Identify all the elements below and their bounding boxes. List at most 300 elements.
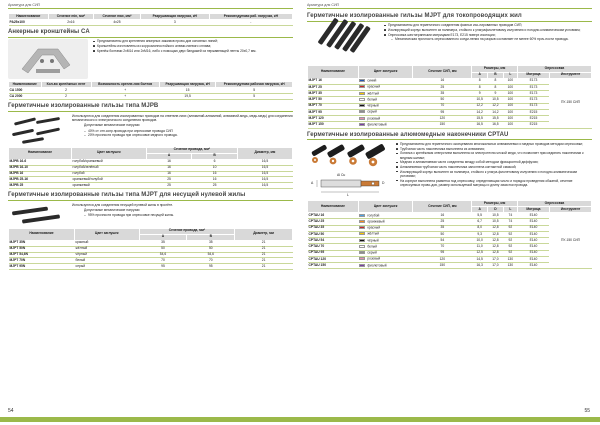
table-subheader: D — [488, 207, 504, 213]
color-swatch — [359, 232, 365, 235]
table-header: Размеры, мм — [472, 66, 518, 72]
table-cell: MJPT 95N — [9, 264, 75, 270]
table-cell: 9 — [472, 91, 488, 97]
table-cell: оранжевый — [358, 219, 413, 225]
table-cell: 14,2 — [472, 109, 488, 115]
table-cell: 54,6 — [187, 252, 235, 258]
table-header: Цвет заглушек — [75, 228, 140, 240]
table-cell: голубой — [358, 213, 413, 219]
tool-cell: ПУ-150 СИП — [549, 78, 591, 128]
color-swatch — [359, 85, 365, 88]
table-cell: CPTAU 16 — [308, 213, 359, 219]
table-cell: E140 — [517, 250, 549, 256]
table-cell: 12,8 — [488, 250, 504, 256]
table-cell: оранжевый — [71, 183, 146, 189]
table-header: Наименование — [9, 14, 49, 20]
color-swatch — [359, 104, 365, 107]
table-cell: 92 — [503, 225, 517, 231]
lugs-image — [307, 142, 391, 172]
bullet-item: Изолирующий корпус выполнен из полимера, стойкого к ультра-фиолетовому излучению и погодно-климатическим условиям; — [395, 170, 592, 179]
color-swatch — [359, 117, 365, 120]
bullet-item: Опрессовка шестигранными матрицами Е173, Е215 поверх изоляции; — [383, 33, 592, 37]
table-cell: 130 — [503, 263, 517, 269]
table-cell: E173 — [517, 103, 549, 109]
color-swatch — [359, 239, 365, 242]
table-cell: белый — [358, 97, 413, 103]
table-cell: E173 — [517, 97, 549, 103]
table-cell: 16,5 — [237, 165, 292, 171]
table-cell: жёлтый — [75, 246, 140, 252]
mjpt-bear-title: Герметичные изолированные гильзы типа MJPT для несущей нулевой жилы — [8, 192, 246, 199]
bullet-item: – Механическая прочность опрессованного соеди-нения на разрыв составляет не менее 60% проч-ности провода. — [391, 37, 592, 41]
mjpb-table — [8, 147, 293, 190]
table-header: Сечение провода, мм² — [146, 147, 237, 153]
table-cell: белый — [75, 258, 140, 264]
table-cell: MJPT 70N — [9, 258, 75, 264]
color-swatch — [359, 257, 365, 260]
table-header: Сечение min, мм² — [48, 14, 94, 20]
table-cell: MJPB 25-16 — [9, 177, 72, 183]
table-cell: MJPT 16 — [308, 78, 359, 84]
table-cell: 12,8 — [488, 225, 504, 231]
table-cell: 14,2 — [488, 109, 504, 115]
page-number: 54 — [8, 408, 14, 415]
bullet-item: Предназначены для герметичного соединения фазных изо-лированных проводов СИП; — [383, 23, 592, 27]
bullet-item: Предназначены для крепления анкерных зажимов прово-дов основных линий; — [92, 39, 293, 43]
table-cell: CPTAU 95 — [308, 250, 359, 256]
diagram-label-l: L — [347, 193, 349, 198]
table-cell: 10,5 — [488, 213, 504, 219]
table-cell: 16,5 — [237, 183, 292, 189]
table-cell: 70 — [413, 244, 472, 250]
mjpt-sub-bullets — [391, 37, 592, 41]
table-cell: 5 — [216, 88, 293, 94]
table-cell: CPTAU 120 — [308, 256, 359, 262]
table-cell: белый — [358, 244, 413, 250]
table-cell: 2x16 — [48, 20, 94, 26]
anchor-title: Анкерные кронштейны СА — [8, 28, 90, 35]
table-header: Сечение провода, мм² — [139, 228, 235, 234]
table-cell: 16,5 — [472, 122, 488, 128]
table-cell: оранжевый/голубой — [71, 177, 146, 183]
table-cell: серый — [358, 250, 413, 256]
table-cell: 15,5 — [488, 116, 504, 122]
table-cell: чёрный — [358, 103, 413, 109]
color-swatch — [359, 110, 365, 113]
table-cell: 100 — [503, 103, 517, 109]
table-header: Диаметр, мм — [237, 147, 292, 159]
table-cell: 17,0 — [488, 256, 504, 262]
table-cell: красный — [358, 225, 413, 231]
table-cell: MJPT 95 — [308, 109, 359, 115]
cpta-table — [307, 200, 592, 269]
mjpt-bear-text: Используются для соединения несущей нулевой жилы в пролёте. — [72, 202, 174, 207]
table-cell: 100 — [503, 116, 517, 122]
table-cell: 16 — [413, 78, 472, 84]
table-cell: 8 — [472, 84, 488, 90]
cpta-title: Герметичные изолированные алюмомедные наконечники CPTAU — [307, 131, 509, 138]
table-cell: + — [91, 94, 159, 100]
table-subheader: A — [472, 207, 488, 213]
table-cell: 11,0 — [472, 244, 488, 250]
table-cell: 25 — [192, 183, 238, 189]
table-cell: 10,5 — [488, 97, 504, 103]
table-cell: 12,8 — [488, 238, 504, 244]
table-cell: 21 — [235, 246, 293, 252]
table-cell: 15 — [159, 88, 216, 94]
table-header: Цвет заглушек — [358, 201, 413, 213]
table-cell: 10,0 — [472, 238, 488, 244]
table-cell: E215 — [517, 109, 549, 115]
table-subheader: Инструмент — [549, 207, 591, 213]
table-cell: 4x25 — [94, 20, 141, 26]
table-cell: CA 1500 — [9, 88, 42, 94]
color-swatch — [359, 92, 365, 95]
color-swatch — [359, 123, 365, 126]
table-header: Цвет заглушек — [358, 66, 413, 78]
table-cell: 6 — [192, 159, 238, 165]
table-cell: 16,5 — [237, 159, 292, 165]
right-page — [300, 0, 600, 425]
table-cell: 25 — [413, 84, 472, 90]
table-header: Наименование — [308, 201, 359, 213]
mjpt-bear-loads-title: Допустимые механические нагрузки: — [84, 207, 141, 212]
table-row — [9, 183, 293, 189]
table-cell: 8,0 — [472, 225, 488, 231]
table-cell: серый — [75, 264, 140, 270]
table-subheader: B — [488, 72, 504, 78]
table-cell: 10,5 — [472, 97, 488, 103]
table-cell: MJPT 35 — [308, 91, 359, 97]
table-cell: красный — [75, 240, 140, 246]
table-subheader: L — [503, 207, 517, 213]
table-cell: 25 — [146, 183, 192, 189]
table-cell: 16,3 — [472, 263, 488, 269]
table-cell: - — [209, 20, 292, 26]
table-cell: 100 — [503, 84, 517, 90]
table-cell: MJPB 25 — [9, 183, 72, 189]
table-cell: MJPT 54,6N — [9, 252, 75, 258]
bullet-item: Предназначены для герметичного оконцевания многожильных алюминиевых и медных проводов методом опрессовки; — [395, 142, 592, 146]
table-cell: 95 — [413, 250, 472, 256]
table-subheader: Матрица — [517, 207, 549, 213]
table-cell: CPTAU 54 — [308, 238, 359, 244]
bullet-item: Изолирующий корпус выполнен из полимера, стойкого к ультрафиолетовому излучению и погодно-климатическим условиям; — [383, 28, 592, 32]
table-cell: + — [91, 88, 159, 94]
table-cell: 35 — [139, 240, 187, 246]
page-number: 55 — [584, 408, 590, 415]
table-header: Размеры, мм — [472, 201, 518, 207]
table-cell: 120 — [413, 256, 472, 262]
table-cell: 130 — [503, 256, 517, 262]
color-swatch — [359, 98, 365, 101]
table-cell: CPTAU 25 — [308, 219, 359, 225]
table-cell: 54 — [413, 238, 472, 244]
table-subheader: B — [187, 234, 235, 240]
bracket-image — [8, 39, 88, 79]
table-cell: MJPT 35N — [9, 240, 75, 246]
color-swatch — [359, 251, 365, 254]
bullet-item: – 20% прочности провода при опрессовке медного провода. — [84, 133, 293, 137]
running-head: Арматура для СИП — [8, 3, 293, 9]
table-cell: E140 — [517, 213, 549, 219]
table-cell: 16 — [146, 159, 192, 165]
mjpt-title: Герметичные изолированные гильзы MJPT для токопроводящих жил — [307, 13, 522, 19]
table-header: Диаметр, мм — [235, 228, 293, 240]
table-cell: 16 — [192, 171, 238, 177]
table-cell: 95 — [413, 109, 472, 115]
mjpt-bullets — [383, 23, 592, 37]
table-cell: 10,5 — [488, 219, 504, 225]
table-row — [9, 20, 293, 26]
bullet-item: Лопатка с крепёжным отверстием выполнена из электротехни-ческой меди, что позволяет присоединять наконечники к медным шинам; — [395, 151, 592, 160]
anchor-bullets — [92, 39, 293, 79]
table-subheader: A — [472, 72, 488, 78]
table-cell: чёрный — [358, 238, 413, 244]
table-cell: 25 — [146, 177, 192, 183]
bullet-item: – 95% прочности провода при опрессовке несущей жилы. — [84, 213, 293, 217]
table-cell: 16,5 — [488, 122, 504, 128]
table-cell: E173 — [517, 91, 549, 97]
table-header: Возможность крепле-ния болтов — [91, 82, 159, 88]
table-subheader: L — [503, 72, 517, 78]
table-cell: жёлтый — [358, 231, 413, 237]
mjpt-table — [307, 65, 592, 128]
table-header: Наименование — [9, 228, 75, 240]
mjpt-bear-loads — [84, 213, 293, 217]
table-header: Опрессовка — [517, 66, 591, 72]
top-table — [8, 13, 293, 26]
table-cell: 19,5 — [159, 94, 216, 100]
table-cell: 16 — [192, 177, 238, 183]
table-cell: 21 — [235, 240, 293, 246]
color-swatch — [359, 264, 365, 267]
color-swatch — [359, 220, 365, 223]
table-cell: 9 — [488, 91, 504, 97]
table-header: Наименование — [9, 147, 72, 159]
table-cell: 21 — [235, 258, 293, 264]
table-cell: 50 — [139, 246, 187, 252]
table-cell: 50 — [413, 231, 472, 237]
mjpb-title: Герметичные изолированные гильзы типа MJPB — [8, 103, 159, 110]
mjpb-loads — [84, 129, 293, 138]
footer-bar — [0, 417, 300, 422]
table-cell: 12,8 — [488, 231, 504, 237]
mjpt-sleeves-image — [307, 23, 379, 63]
table-cell: 21 — [235, 252, 293, 258]
table-cell: 70 — [413, 103, 472, 109]
table-cell: 100 — [503, 91, 517, 97]
table-cell: голубой/оранжевый — [71, 159, 146, 165]
table-header: Наименование — [9, 82, 42, 88]
table-header: Разрушающая нагрузка, кН — [159, 82, 216, 88]
table-cell: CA 2000 — [9, 94, 42, 100]
table-cell: 5 — [216, 94, 293, 100]
table-row — [9, 94, 293, 100]
table-cell: 50 — [413, 97, 472, 103]
table-cell: 2 — [41, 94, 91, 100]
table-cell: MJPT 70 — [308, 103, 359, 109]
table-subheader: A — [139, 234, 187, 240]
table-cell: 92 — [503, 231, 517, 237]
table-cell: 92 — [503, 238, 517, 244]
table-row — [308, 263, 592, 269]
table-cell: 3 — [140, 20, 209, 26]
table-cell: 54,6 — [139, 252, 187, 258]
table-cell: MJPB 16-10 — [9, 165, 72, 171]
table-cell: 15,5 — [472, 116, 488, 122]
table-cell: 95 — [187, 264, 235, 270]
color-swatch — [359, 214, 365, 217]
table-cell: красный — [358, 84, 413, 90]
table-cell: CPTAU 150 — [308, 263, 359, 269]
table-cell: 12,5 — [472, 250, 488, 256]
table-subheader: Инструмент — [549, 72, 591, 78]
table-cell: E140 — [517, 219, 549, 225]
table-cell: MJPB 16-6 — [9, 159, 72, 165]
table-cell: 100 — [503, 78, 517, 84]
table-cell: 50 — [187, 246, 235, 252]
table-cell: 35 — [413, 225, 472, 231]
table-header: Сечение СИП, мм — [413, 201, 472, 213]
table-cell: 12,8 — [488, 244, 504, 250]
table-header: Наименование — [308, 66, 359, 78]
table-header: Сечение max, мм² — [94, 14, 141, 20]
table-cell: розовый — [358, 256, 413, 262]
mjpb-text: Используются для соединения изолированных проводов на ответвле-ниях (алюминий-алюминий, алюминий-медь, медь-медь) для соединения механического и электрического соединения проводов. — [72, 113, 293, 122]
table-cell: 12,2 — [472, 103, 488, 109]
table-cell: E140 — [517, 225, 549, 231]
table-cell: PA25x100 — [9, 20, 49, 26]
mjpt-bear-image — [8, 203, 68, 227]
table-cell: синий — [358, 78, 413, 84]
table-cell: E215 — [517, 116, 549, 122]
bullet-item: Трубчатая часть наконечника выполнена из алюминия; — [395, 147, 592, 151]
table-cell: 92 — [503, 250, 517, 256]
table-cell: голубой — [71, 171, 146, 177]
table-cell: E140 — [517, 231, 549, 237]
table-cell: чёрный — [75, 252, 140, 258]
table-cell: 2 — [41, 88, 91, 94]
table-cell: 14,5 — [472, 256, 488, 262]
table-header: Рекомендуемая рабочая нагрузка, кН — [216, 82, 293, 88]
color-swatch — [359, 79, 365, 82]
table-cell: 74 — [503, 219, 517, 225]
diagram-label-d: D — [382, 181, 385, 186]
cpta-bullets — [395, 142, 592, 198]
mjpt-bear-table — [8, 228, 293, 271]
table-cell: 6,7 — [472, 219, 488, 225]
table-cell: E140 — [517, 256, 549, 262]
table-header: Цвет заглушек — [71, 147, 146, 159]
table-cell: 8 — [488, 84, 504, 90]
table-cell: 10 — [192, 165, 238, 171]
table-cell: 25 — [413, 219, 472, 225]
table-header: Опрессовка — [517, 201, 591, 207]
table-cell: 17,0 — [488, 263, 504, 269]
table-row — [308, 122, 592, 128]
color-swatch — [359, 245, 365, 248]
table-cell: CPTAU 35 — [308, 225, 359, 231]
table-cell: 8 — [472, 78, 488, 84]
table-cell: E140 — [517, 238, 549, 244]
table-header: Кол-во крепёжных лент — [41, 82, 91, 88]
table-cell: 100 — [503, 122, 517, 128]
table-cell: 70 — [187, 258, 235, 264]
table-cell: 16,5 — [237, 177, 292, 183]
table-cell: 100 — [503, 109, 517, 115]
table-cell: 120 — [413, 116, 472, 122]
table-cell: голубой/зелёный — [71, 165, 146, 171]
mjpb-loads-title: Допустимые механические нагрузки: — [84, 123, 141, 128]
table-cell: фиолетовый — [358, 263, 413, 269]
table-cell: 95 — [139, 264, 187, 270]
table-cell: 12,2 — [488, 103, 504, 109]
table-header: Рекомендуемая раб. нагрузка, кН — [209, 14, 292, 20]
table-cell: MJPT 50 — [308, 97, 359, 103]
bullet-item: Медная и алюминиевая части соединены между собой методом фрикционной диффузии; — [395, 160, 592, 164]
footer-bar — [300, 417, 600, 422]
bullet-item: – 40% от отн.сопр.провода при опрессовке провода СИП — [84, 129, 293, 133]
table-cell: 16 — [146, 171, 192, 177]
table-cell: E173 — [517, 84, 549, 90]
table-cell: MJPT 50N — [9, 246, 75, 252]
table-subheader: Матрица — [517, 72, 549, 78]
table-cell: MJPT 25 — [308, 84, 359, 90]
table-cell: E173 — [517, 78, 549, 84]
anchor-table — [8, 81, 293, 100]
lug-diagram — [307, 172, 391, 198]
table-cell: 21 — [235, 264, 293, 270]
table-cell: 150 — [413, 122, 472, 128]
table-cell: 74 — [503, 213, 517, 219]
table-cell: 16 — [413, 213, 472, 219]
tool-cell: ПУ-150 СИП — [549, 213, 591, 269]
table-subheader: A — [146, 153, 192, 159]
running-head: Арматура для СИП — [307, 3, 592, 9]
table-cell: 35 — [413, 91, 472, 97]
table-cell: 70 — [139, 258, 187, 264]
table-cell: 100 — [503, 97, 517, 103]
bullet-item: Крепёж болтами 2хМ14 или 2хМ16, либо с помощью двух бандажей из нержавеющей ленты 20х0,7 мм. — [92, 49, 293, 53]
table-cell: 150 — [413, 263, 472, 269]
table-subheader: B — [192, 153, 238, 159]
mjpb-sleeves-image — [8, 114, 68, 146]
bullet-item: На корпусе выполнена разметка под опрессовку, определяющая число и порядок проведения обжатий, сечение опрессуемых прово-дов, размер используемой матрицы и длину зачистки провода. — [395, 179, 592, 188]
table-cell: жёлтый — [358, 91, 413, 97]
table-cell: 5,5 — [472, 213, 488, 219]
color-swatch — [359, 226, 365, 229]
table-cell: CPTAU 70 — [308, 244, 359, 250]
table-cell: E215 — [517, 122, 549, 128]
table-cell: E140 — [517, 263, 549, 269]
bullet-item: Алюминиевая трубчатая часть наконечника заполнена контактной смазкой; — [395, 165, 592, 169]
table-cell: 9,3 — [472, 231, 488, 237]
table-row — [9, 264, 293, 270]
table-cell: розовый — [358, 116, 413, 122]
diagram-label-a: A — [311, 181, 314, 186]
table-cell: E140 — [517, 244, 549, 250]
table-cell: серый — [358, 109, 413, 115]
table-cell: 16 — [146, 165, 192, 171]
table-cell: 16,5 — [237, 171, 292, 177]
table-cell: MJPB 16 — [9, 171, 72, 177]
diagram-label-alcu: Al Cu — [337, 173, 346, 178]
bullet-item: Кронштейны изготовлены из коррозионностойкого алюми-ниевого сплава; — [92, 44, 293, 48]
table-cell: MJPT 120 — [308, 116, 359, 122]
table-cell: 35 — [187, 240, 235, 246]
table-header: Сечение СИП, мм — [413, 66, 472, 78]
